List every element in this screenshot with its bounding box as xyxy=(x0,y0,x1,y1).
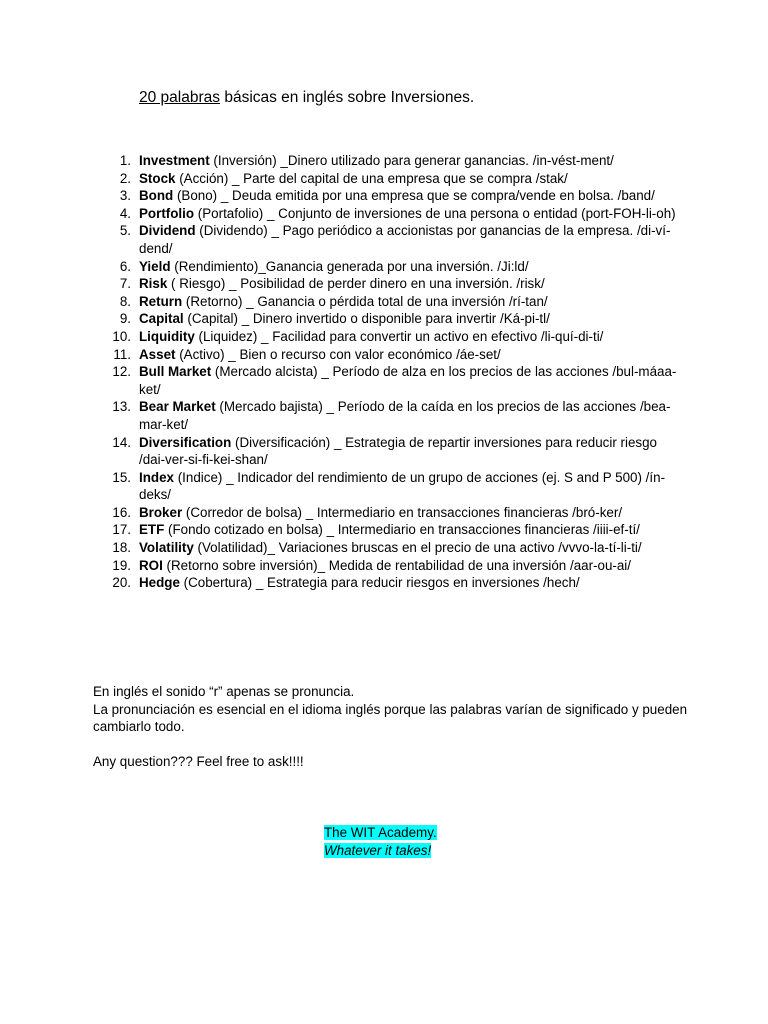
list-item-number: 20. xyxy=(112,575,131,591)
list-item-definition: (Inversión) _Dinero utilizado para generar ganancias. /in-vést-ment/ xyxy=(209,153,614,168)
signature xyxy=(324,824,437,859)
list-item-number: 16. xyxy=(112,504,131,520)
list-item-term: Bond xyxy=(139,188,174,204)
list-item-definition: (Bono) _ Deuda emitida por una empresa que se compra/vende en bolsa. /band/ xyxy=(173,188,655,204)
list-item xyxy=(104,187,684,205)
list-item-term: Liquidity xyxy=(139,328,195,344)
list-item-definition: (Indice) _ Indicador del rendimiento de un grupo de acciones (ej. S and P 500) /ín-deks/ xyxy=(139,469,666,503)
list-item xyxy=(104,521,684,539)
list-item-term: Risk xyxy=(139,276,168,292)
list-item xyxy=(104,152,684,170)
list-item-term: Dividend xyxy=(139,223,196,239)
signature-tagline: Whatever it takes! xyxy=(324,842,432,858)
list-item-number: 17. xyxy=(112,522,131,538)
signature-name: The WIT Academy. xyxy=(324,825,437,840)
list-item xyxy=(104,310,684,328)
list-item-term: Return xyxy=(139,293,183,309)
list-item xyxy=(104,258,684,276)
list-item-term: Hedge xyxy=(139,575,180,591)
list-item-term: Diversification xyxy=(139,434,232,450)
list-item xyxy=(104,434,684,469)
question-prompt: Any question??? Feel free to ask!!!! xyxy=(93,754,304,770)
list-item xyxy=(104,275,684,293)
list-item-number: 9. xyxy=(119,311,131,327)
list-item-term: Stock xyxy=(139,170,176,186)
list-item-number: 4. xyxy=(119,205,131,221)
list-item-number: 3. xyxy=(119,188,131,204)
vocabulary-list xyxy=(104,152,684,592)
list-item-definition: (Mercado alcista) _ Período de alza en los precios de las acciones /bul-máaa-ket/ xyxy=(139,364,677,397)
note-pronunciation-r: En inglés el sonido “r” apenas se pronuncia. xyxy=(93,684,355,699)
list-item-term: Index xyxy=(139,469,174,485)
list-item-definition: (Activo) _ Bien o recurso con valor económico /áe-set/ xyxy=(175,346,501,362)
list-item xyxy=(104,398,684,433)
list-item-definition: (Corredor de bolsa) _ Intermediario en transacciones financieras /bró-ker/ xyxy=(182,504,623,520)
list-item-term: Portfolio xyxy=(139,205,195,221)
list-item xyxy=(104,205,684,223)
list-item-definition: (Liquidez) _ Facilidad para convertir un activo en efectivo /li-quí-di-ti/ xyxy=(194,328,604,344)
list-item-number: 1. xyxy=(119,153,131,168)
list-item-term: ROI xyxy=(139,557,163,573)
list-item-term: Asset xyxy=(139,346,176,362)
list-item xyxy=(104,170,684,188)
notes-section xyxy=(93,683,693,771)
list-item-term: Bull Market xyxy=(139,364,212,380)
list-item-term: Broker xyxy=(139,504,183,520)
list-item xyxy=(104,328,684,346)
list-item-definition: (Retorno) _ Ganancia o pérdida total de una inversión /rí-tan/ xyxy=(182,293,548,309)
list-item-number: 10. xyxy=(112,328,131,344)
list-item-definition: (Cobertura) _ Estrategia para reducir riesgos en inversiones /hech/ xyxy=(179,575,580,591)
list-item-definition: (Capital) _ Dinero invertido o disponible para invertir /Ká-pi-tl/ xyxy=(183,311,550,327)
list-item xyxy=(104,222,684,257)
list-item-definition: (Rendimiento)_Ganancia generada por una inversión. /Ji:ld/ xyxy=(170,258,529,274)
list-item-number: 11. xyxy=(113,346,131,362)
list-item-definition: (Portafolio) _ Conjunto de inversiones de una persona o entidad (port-FOH-li-oh) xyxy=(194,205,676,221)
list-item-definition: (Diversificación) _ Estrategia de repartir inversiones para reducir riesgo /dai-ver-si-fi-kei-shan/ xyxy=(139,434,657,468)
list-item xyxy=(104,504,684,522)
list-item xyxy=(104,469,684,504)
list-item-term: ETF xyxy=(139,522,165,538)
list-item-term: Volatility xyxy=(139,540,194,556)
list-item-number: 12. xyxy=(112,364,131,380)
list-item-number: 18. xyxy=(112,540,131,556)
list-item-number: 15. xyxy=(112,469,131,485)
list-item-definition: (Mercado bajista) _ Período de la caída en los precios de las acciones /bea-mar-ket/ xyxy=(139,399,671,432)
list-item-definition: (Volatilidad)_ Variaciones bruscas en el precio de una activo /vvvo-la-tí-li-ti/ xyxy=(193,540,642,556)
list-item-term: Capital xyxy=(139,311,184,327)
list-item-term: Yield xyxy=(139,258,171,274)
note-pronunciation-importance: La pronunciación es esencial en el idioma inglés porque las palabras varían de significado y pueden cambiarlo todo. xyxy=(93,701,688,735)
title-underlined-part: 20 palabras xyxy=(139,89,221,106)
list-item-number: 2. xyxy=(119,170,131,186)
list-item-definition: (Acción) _ Parte del capital de una empresa que se compra /stak/ xyxy=(175,170,568,186)
list-item-definition: (Dividendo) _ Pago periódico a accionistas por ganancias de la empresa. /di-ví-dend/ xyxy=(139,223,671,256)
list-item xyxy=(104,346,684,364)
list-item-number: 14. xyxy=(112,434,131,450)
list-item xyxy=(104,539,684,557)
list-item-number: 6. xyxy=(119,258,131,274)
document-title xyxy=(139,89,474,107)
list-item-number: 5. xyxy=(119,223,131,239)
list-item xyxy=(104,574,684,592)
list-item-term: Bear Market xyxy=(139,399,216,415)
list-item-number: 19. xyxy=(112,557,131,573)
list-item-definition: (Fondo cotizado en bolsa) _ Intermediario en transacciones financieras /iiii-ef-tí/ xyxy=(164,522,640,538)
list-item-number: 7. xyxy=(119,276,131,292)
list-item-definition: (Retorno sobre inversión)_ Medida de rentabilidad de una inversión /aar-ou-ai/ xyxy=(162,557,632,573)
list-item xyxy=(104,363,684,398)
list-item-definition: ( Riesgo) _ Posibilidad de perder dinero en una inversión. /risk/ xyxy=(167,276,545,292)
list-item xyxy=(104,293,684,311)
list-item-number: 13. xyxy=(112,399,131,415)
list-item xyxy=(104,557,684,575)
list-item-term: Investment xyxy=(139,153,210,168)
list-item-number: 8. xyxy=(119,293,131,309)
title-rest: básicas en inglés sobre Inversiones. xyxy=(220,89,475,106)
